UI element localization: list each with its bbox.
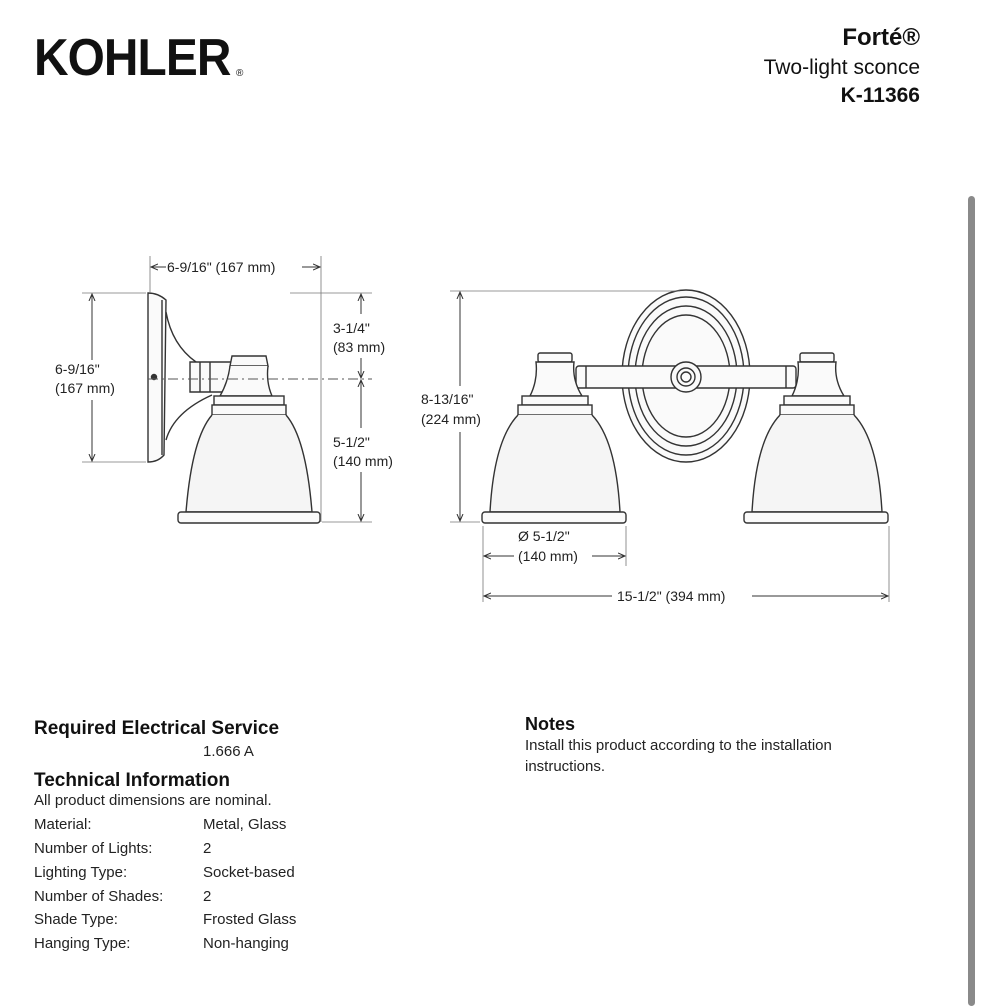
spec-label: Hanging Type: [34, 935, 131, 952]
side-depth-label: 6-9/16" (167 mm) [167, 259, 276, 275]
front-view [482, 290, 888, 523]
spec-row-number-of-shades [34, 888, 454, 912]
spec-label: Number of Shades: [34, 888, 164, 905]
overall-width-label: 15-1/2" (394 mm) [617, 588, 726, 604]
spec-value: 2 [203, 888, 212, 905]
dim-overall-width [484, 588, 888, 604]
shade-diameter-in: Ø 5-1/2" [518, 528, 570, 544]
spec-value: Metal, Glass [203, 816, 287, 833]
spec-value: Frosted Glass [203, 911, 297, 928]
backplate-height-in: 6-9/16" [55, 361, 100, 377]
dim-top-to-center [333, 294, 385, 378]
dim-center-to-bottom [333, 380, 393, 521]
spec-label: Number of Lights: [34, 840, 153, 857]
spec-row-lighting-type [34, 864, 454, 888]
center-to-bottom-mm: (140 mm) [333, 453, 393, 469]
electrical-service-value: 1.666 A [203, 743, 254, 760]
product-description: Two-light sconce [763, 56, 920, 79]
overall-height-mm: (224 mm) [421, 411, 481, 427]
spec-row-shade-type [34, 911, 454, 935]
spec-label: Material: [34, 816, 92, 833]
front-arm-bar [576, 362, 796, 392]
vertical-scrollbar[interactable] [968, 196, 975, 1006]
notes-title: Notes [525, 714, 576, 734]
kohler-logo: KOHLER [34, 29, 231, 87]
side-view [148, 293, 320, 523]
technical-info-subtitle: All product dimensions are nominal. [34, 792, 272, 809]
dim-overall-height [421, 292, 481, 521]
spec-row-material [34, 816, 454, 840]
spec-value: Non-hanging [203, 935, 289, 952]
spec-row-number-of-lights [34, 840, 454, 864]
electrical-service-title: Required Electrical Service [34, 718, 280, 739]
overall-height-in: 8-13/16" [421, 391, 474, 407]
logo-registered-mark: ® [236, 68, 244, 79]
top-to-center-in: 3-1/4" [333, 320, 370, 336]
dim-backplate-height [55, 294, 115, 461]
spec-label: Lighting Type: [34, 864, 128, 881]
spec-label: Shade Type: [34, 911, 118, 928]
product-name: Forté® [842, 24, 920, 51]
top-to-center-mm: (83 mm) [333, 339, 386, 355]
technical-info-title: Technical Information [34, 770, 231, 791]
dim-shade-diameter [484, 528, 625, 564]
side-backplate [148, 293, 166, 462]
center-to-bottom-in: 5-1/2" [333, 434, 370, 450]
backplate-height-mm: (167 mm) [55, 380, 115, 396]
spec-value: 2 [203, 840, 212, 857]
dim-side-depth [151, 259, 320, 275]
spec-value: Socket-based [203, 864, 295, 881]
shade-diameter-mm: (140 mm) [518, 548, 578, 564]
product-model-number: K-11366 [840, 84, 920, 107]
notes-text: Install this product according to the installation instructions. [525, 737, 832, 775]
spec-row-hanging-type [34, 935, 454, 959]
